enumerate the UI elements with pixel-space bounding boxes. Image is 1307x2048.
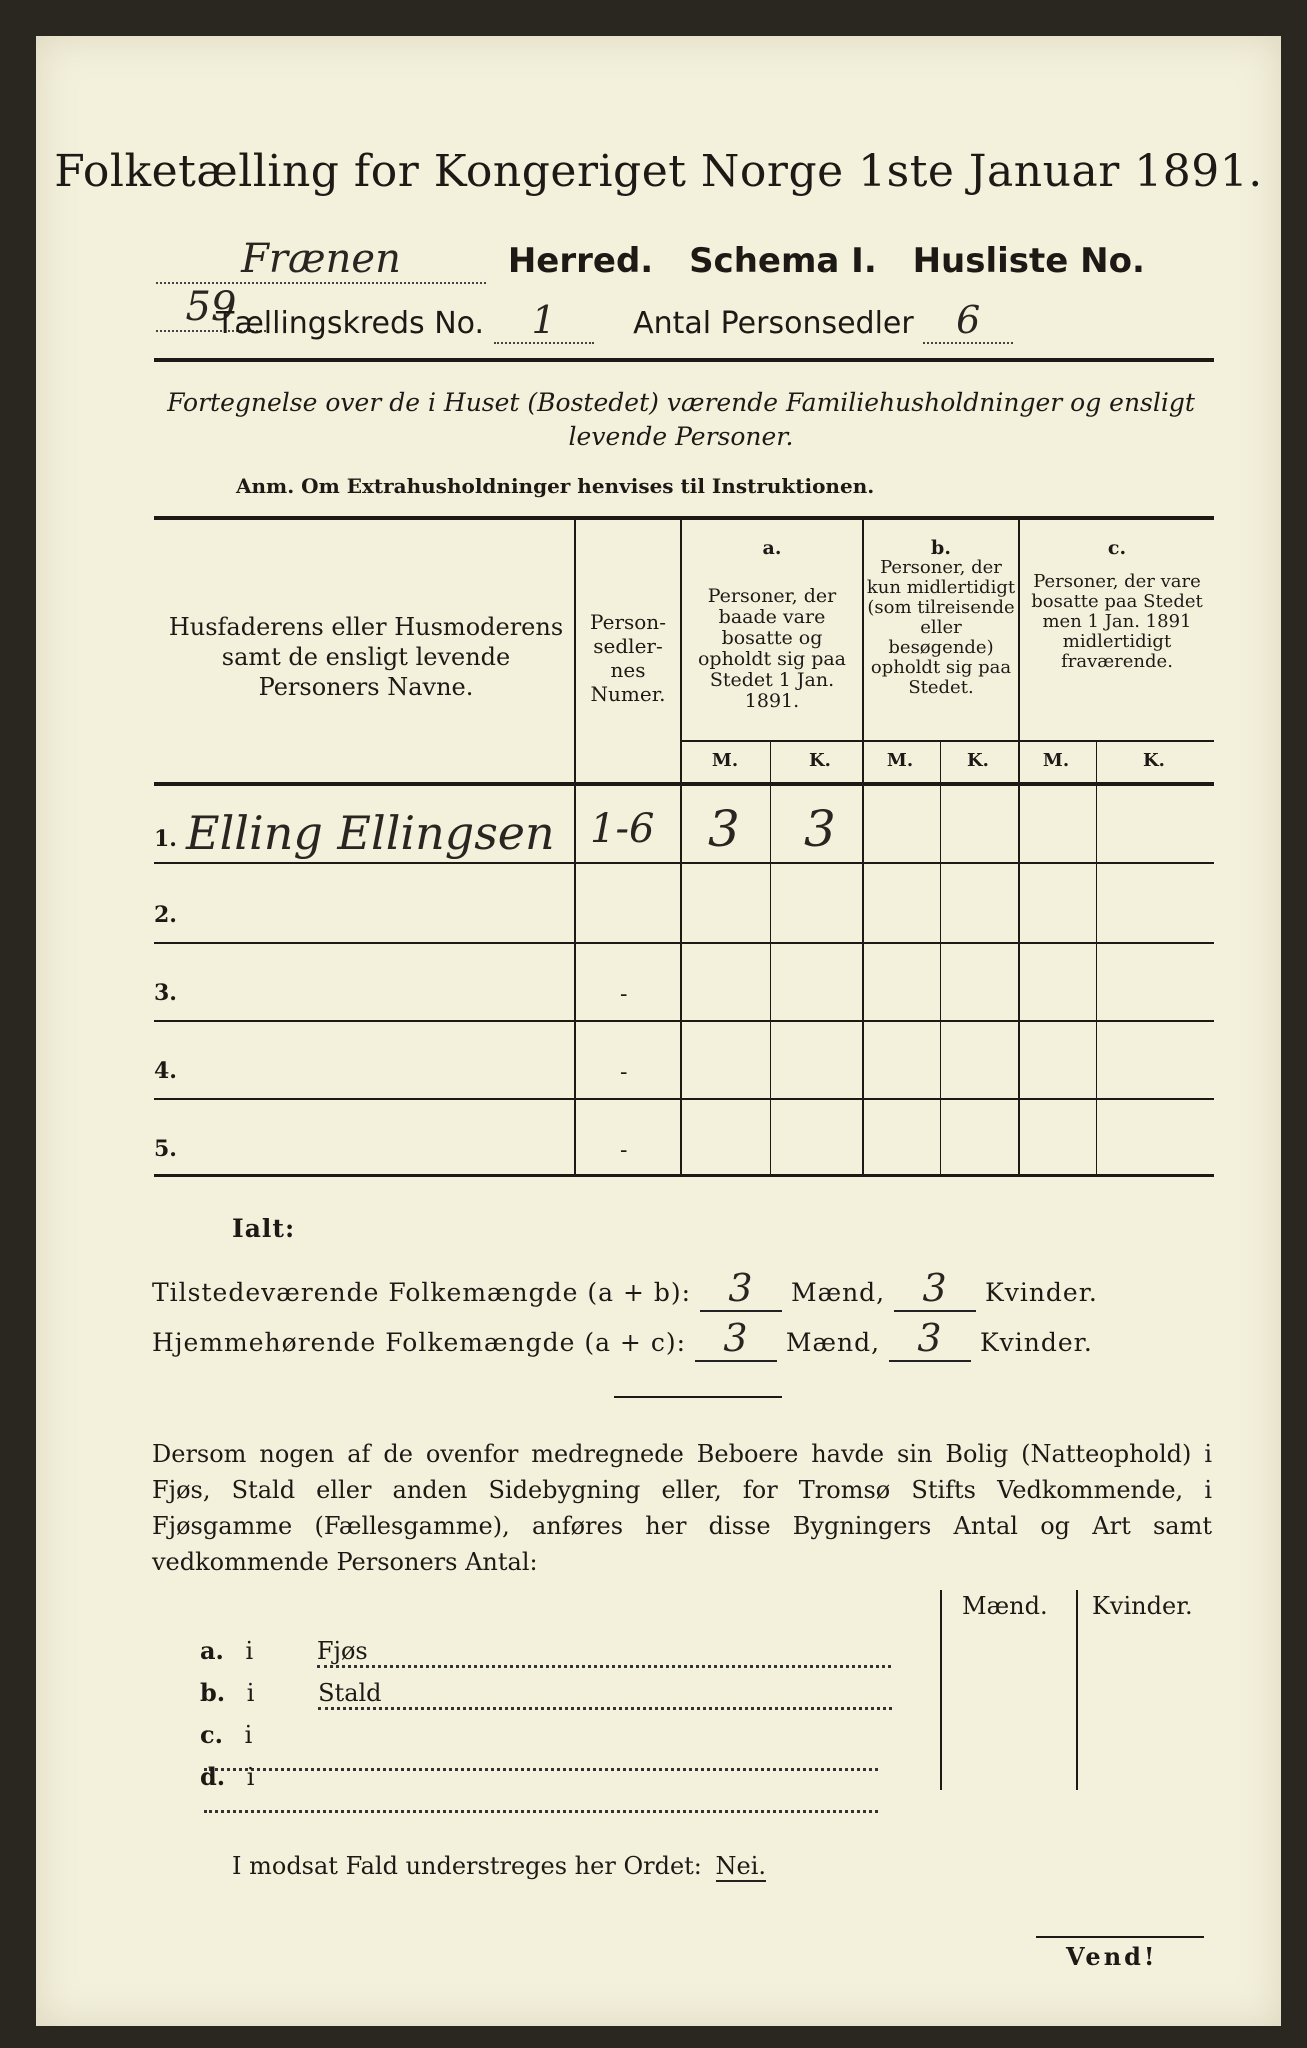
present-population-row — [152, 1266, 1222, 1312]
buildings-col-divider — [1076, 1590, 1078, 1790]
col-b-desc: Personer, der kun midlertidigt (som tilreisende eller besøgende) opholdt sig paa Stedet. — [866, 557, 1016, 698]
form-description: Fortegnelse over de i Huset (Bostedet) værende Familiehusholdninger og ensligt levende Personer. — [167, 388, 1195, 451]
col-divider — [1018, 520, 1020, 1174]
col-a-letter: a. — [762, 537, 782, 559]
district-line — [216, 298, 1013, 344]
present-population-label: Tilstedeværende Folkemængde (a + b): — [152, 1278, 692, 1307]
present-women: 3 — [894, 1266, 976, 1312]
district-value: 1 — [494, 298, 594, 344]
building-row-letter: a. — [200, 1636, 224, 1665]
row1-a-m: 3 — [708, 800, 740, 858]
table-top-rule — [154, 516, 1214, 520]
row5-dash: - — [620, 1138, 628, 1163]
col-b-letter: b. — [931, 537, 951, 559]
person-slips-value: 6 — [923, 298, 1013, 344]
building-row-prefix: i — [246, 1679, 255, 1707]
row-line — [154, 942, 1214, 944]
col-a-k: K. — [809, 750, 831, 771]
col-c-k: K. — [1143, 750, 1165, 771]
women-label: Kvinder. — [985, 1278, 1098, 1307]
col-b-k: K. — [967, 750, 989, 771]
men-label: Mænd, — [785, 1328, 881, 1357]
building-row-prefix: i — [245, 1637, 254, 1665]
otherwise-line — [232, 1852, 766, 1880]
table-bottom-rule — [154, 1174, 1214, 1177]
mk-subdivider — [770, 740, 771, 1174]
building-row-b — [200, 1678, 930, 1710]
resident-men: 3 — [695, 1316, 777, 1362]
mk-subdivider — [1096, 740, 1097, 1174]
col-c-desc: Personer, der vare bosatte paa Stedet men 1 Jan. 1891 midlertidigt fraværende. — [1031, 571, 1203, 672]
annotation-note: Anm. Om Extrahusholdninger henvises til Instruktionen. — [236, 474, 875, 498]
vend-label: Vend! — [1066, 1942, 1158, 1971]
col-c-letter: c. — [1107, 537, 1127, 559]
row1-number: 1-6 — [590, 806, 655, 852]
resident-population-row — [152, 1316, 1222, 1362]
row-number: 5. — [154, 1136, 177, 1162]
building-row-d — [200, 1762, 930, 1819]
resident-population-label: Hjemmehørende Folkemængde (a + c): — [152, 1328, 686, 1357]
row-line — [154, 1020, 1214, 1022]
building-row-letter: d. — [200, 1762, 226, 1791]
building-row-letter: b. — [200, 1678, 226, 1707]
census-form-page — [36, 36, 1281, 2026]
totals-label: Ialt: — [232, 1214, 296, 1243]
col-a-desc: Personer, der baade vare bosatte og opholdt sig paa Stedet 1 Jan. 1891. — [697, 585, 847, 712]
resident-women: 3 — [889, 1316, 971, 1362]
row4-dash: - — [620, 1060, 628, 1085]
mk-divider — [680, 740, 1214, 742]
col-a-m: M. — [711, 750, 739, 771]
table-header-rule — [154, 782, 1214, 786]
building-row-label — [204, 1810, 878, 1813]
form-title: Folketælling for Kongeriget Norge 1ste Januar 1891. — [54, 146, 1263, 197]
row1-name: Elling Ellingsen — [186, 806, 555, 860]
col-header-numbers: Person-sedler-nes Numer. — [590, 610, 666, 706]
row-line — [154, 862, 1214, 864]
husliste-value: 59 — [156, 284, 266, 332]
building-row-prefix: i — [246, 1763, 255, 1791]
building-row-label: Fjøs — [317, 1637, 891, 1668]
section-divider — [614, 1396, 782, 1398]
otherwise-text: I modsat Fald understreges her Ordet: — [232, 1852, 702, 1880]
herred-value: Frænen — [156, 236, 486, 284]
mk-subdivider — [940, 740, 941, 1174]
building-row-label: Stald — [318, 1679, 892, 1710]
herred-label: Herred. — [507, 241, 654, 281]
row-line — [154, 1098, 1214, 1100]
district-label: Tællingskreds No. — [216, 306, 484, 341]
row-number: 2. — [154, 902, 177, 928]
buildings-col-divider — [940, 1590, 942, 1790]
col-header-names: Husfaderens eller Husmoderens samt de ensligt levende Personers Navne. — [168, 613, 564, 701]
schema-label: Schema I. — [689, 241, 877, 281]
row-number: 3. — [154, 980, 177, 1006]
row-number: 1. — [154, 826, 177, 852]
buildings-men-header: Mænd. — [962, 1592, 1048, 1620]
building-row-a — [200, 1636, 930, 1668]
col-b-m: M. — [886, 750, 914, 771]
vend-rule — [1036, 1936, 1204, 1938]
building-row-letter: c. — [200, 1720, 223, 1749]
present-men: 3 — [700, 1266, 782, 1312]
header-divider — [154, 358, 1214, 362]
men-label: Mænd, — [790, 1278, 886, 1307]
women-label: Kvinder. — [979, 1328, 1093, 1357]
buildings-paragraph: Dersom nogen af de ovenfor medregnede Beboere havde sin Bolig (Natteophold) i Fjøs, Stald eller anden Sidebygning eller, for Tromsø Stifts Vedkommende, i Fjøsgamme (Fællesgamme), anføres her disse Bygningers Antal og Art samt vedkommende Personers Antal: — [152, 1440, 1212, 1576]
col-divider — [680, 520, 682, 1174]
row1-a-k: 3 — [804, 800, 836, 858]
person-slips-label: Antal Personsedler — [633, 306, 914, 341]
col-c-m: M. — [1042, 750, 1070, 771]
row-number: 4. — [154, 1058, 177, 1084]
building-row-prefix: i — [244, 1721, 253, 1749]
row3-dash: - — [620, 982, 628, 1007]
col-divider — [862, 520, 864, 1174]
husliste-label: Husliste No. — [912, 241, 1145, 281]
nei-word: Nei. — [715, 1852, 767, 1880]
buildings-women-header: Kvinder. — [1092, 1592, 1193, 1620]
